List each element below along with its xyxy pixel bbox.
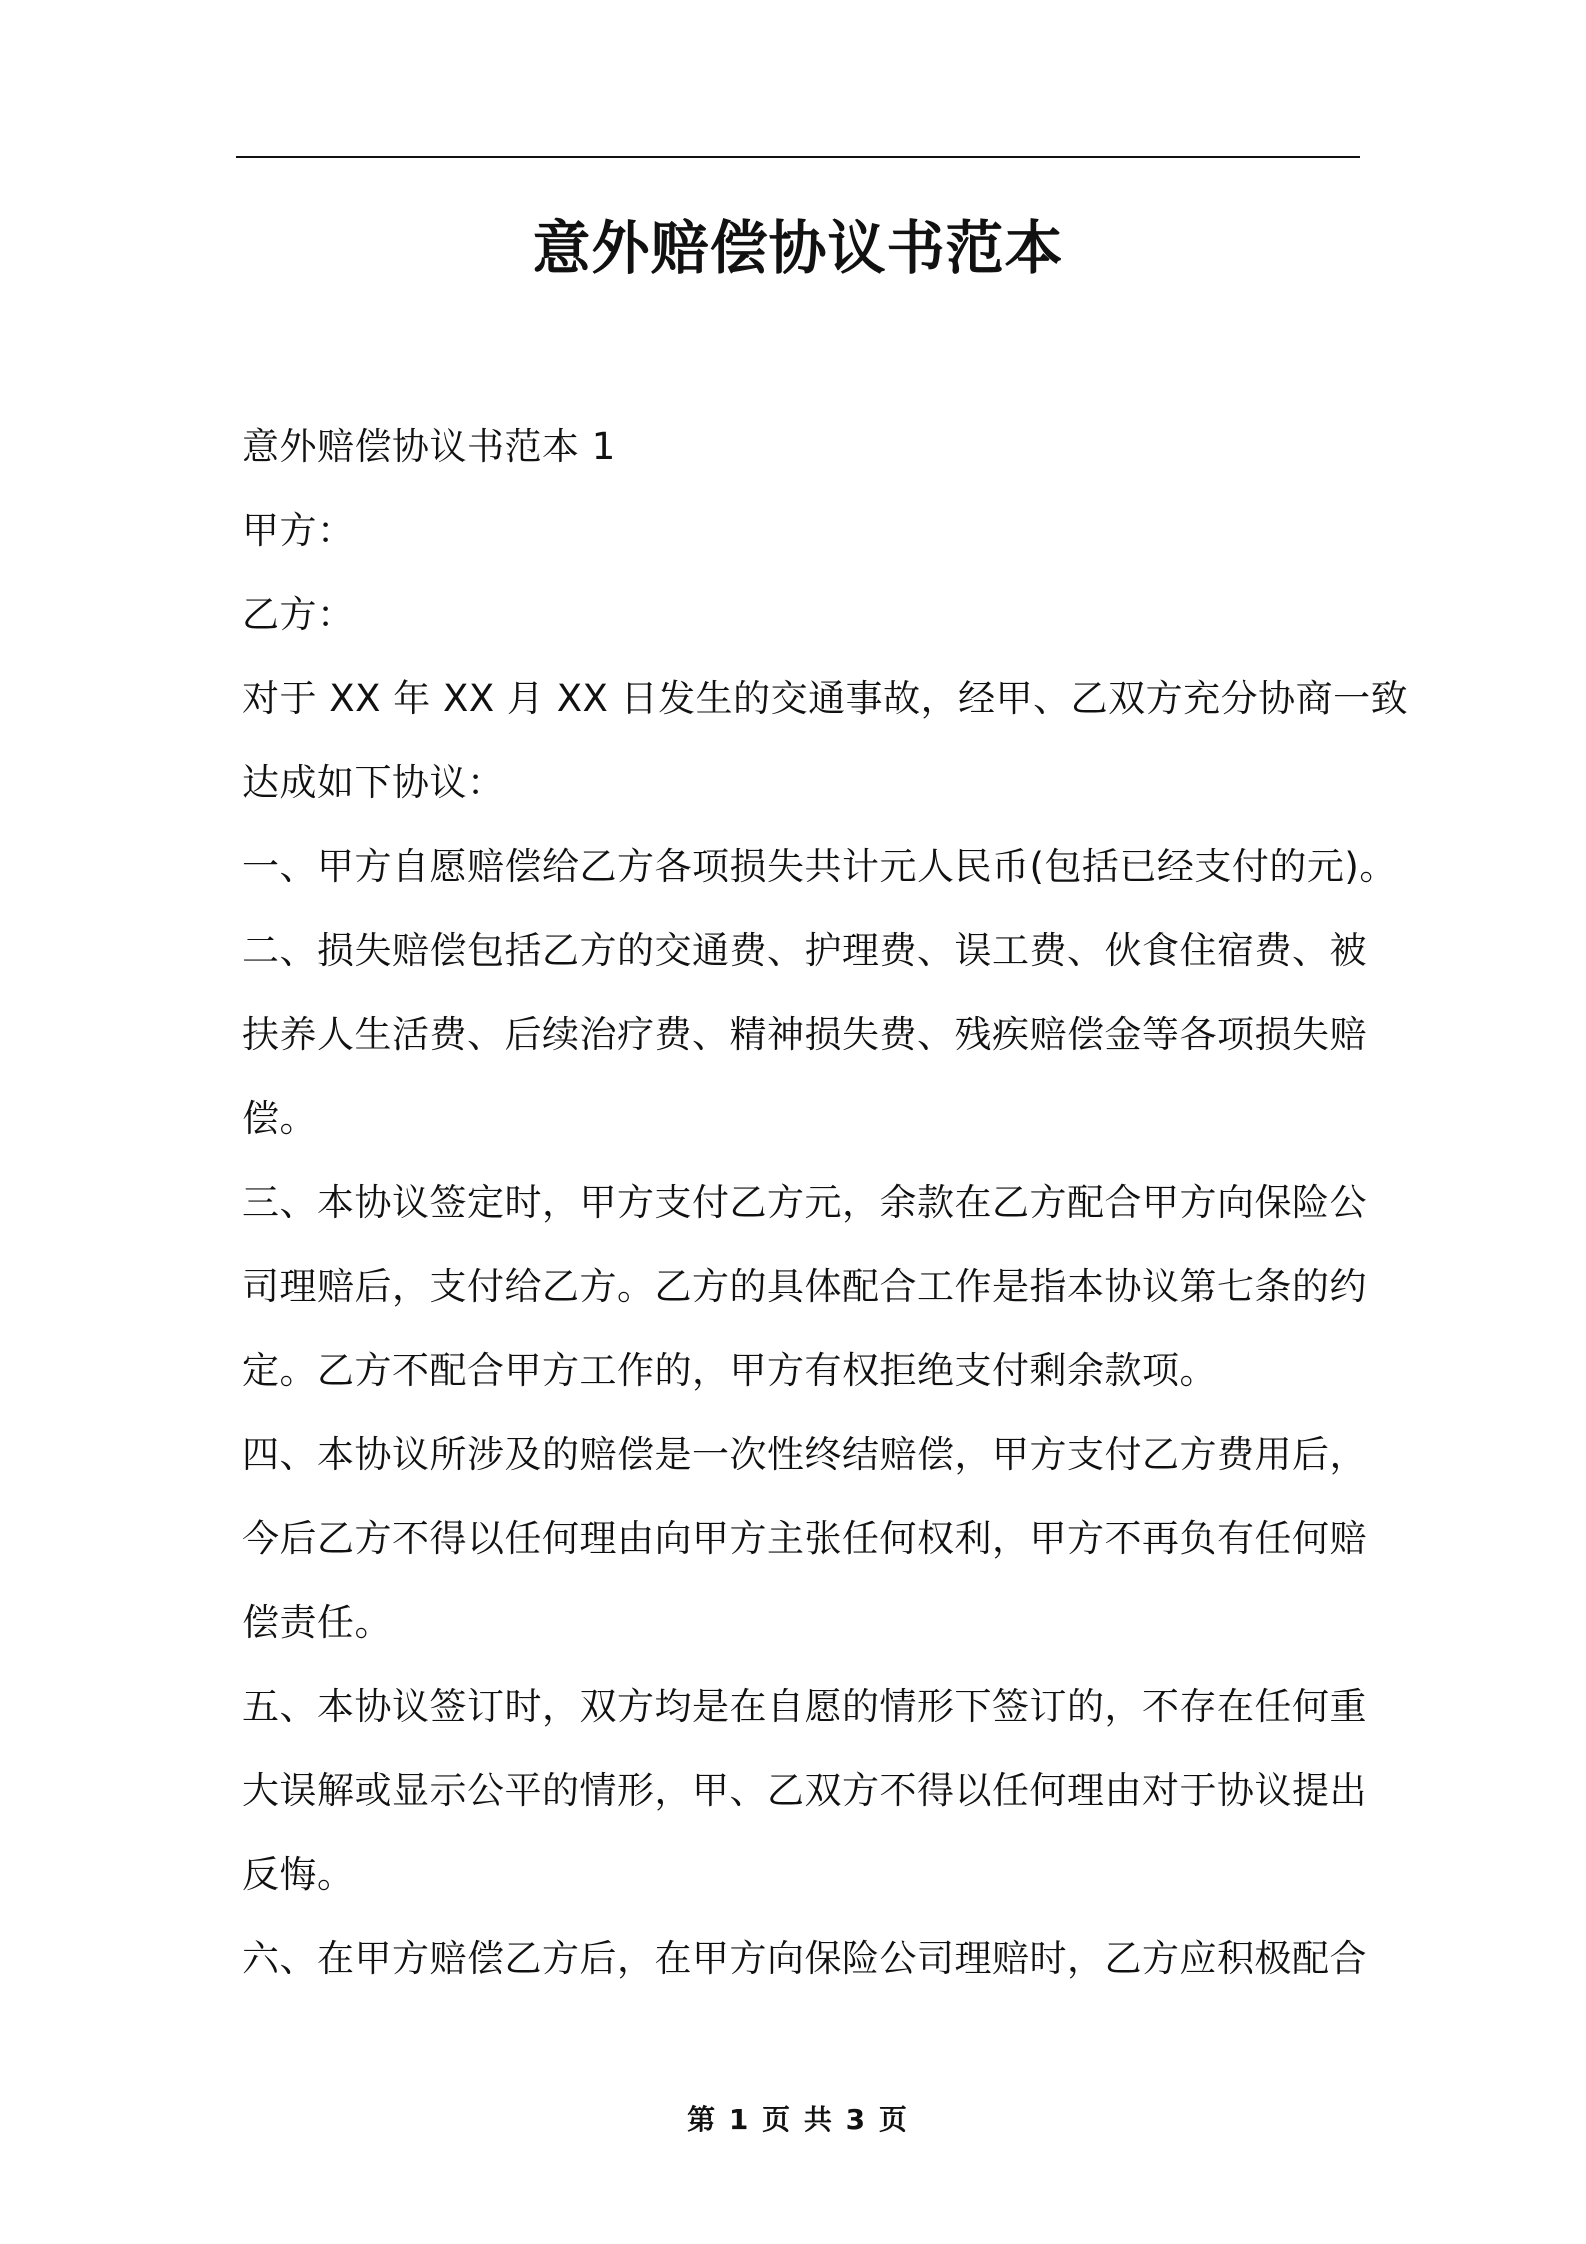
party-b-label: 乙方： <box>242 593 355 636</box>
document-title: 意外赔偿协议书范本 <box>532 214 1064 282</box>
text-line: 偿责任。 <box>242 1601 392 1644</box>
text-line: 反悔。 <box>242 1853 355 1896</box>
text-line: 扶养人生活费、后续治疗费、精神损失费、残疾赔偿金等各项损失赔 <box>242 1013 1367 1056</box>
text-line: 对于 XX 年 XX 月 XX 日发生的交通事故，经甲、乙双方充分协商一致 <box>242 677 1409 720</box>
clause-line: 二、损失赔偿包括乙方的交通费、护理费、误工费、伙食住宿费、被 <box>242 929 1367 972</box>
party-a-label: 甲方： <box>242 509 355 552</box>
text-line: 偿。 <box>242 1097 317 1140</box>
clause-line: 四、本协议所涉及的赔偿是一次性终结赔偿，甲方支付乙方费用后， <box>242 1433 1367 1476</box>
clause-line: 五、本协议签订时，双方均是在自愿的情形下签订的，不存在任何重 <box>242 1685 1367 1728</box>
clause-line: 三、本协议签定时，甲方支付乙方元，余款在乙方配合甲方向保险公 <box>242 1181 1367 1224</box>
header-rule <box>236 156 1360 158</box>
text-line: 达成如下协议： <box>242 761 505 804</box>
text-line: 大误解或显示公平的情形，甲、乙双方不得以任何理由对于协议提出 <box>242 1769 1367 1812</box>
text-line: 司理赔后，支付给乙方。乙方的具体配合工作是指本协议第七条的约 <box>242 1265 1367 1308</box>
clause-line: 六、在甲方赔偿乙方后，在甲方向保险公司理赔时，乙方应积极配合 <box>242 1937 1367 1980</box>
text-line: 定。乙方不配合甲方工作的，甲方有权拒绝支付剩余款项。 <box>242 1349 1217 1392</box>
text-line: 今后乙方不得以任何理由向甲方主张任何权利，甲方不再负有任何赔 <box>242 1517 1367 1560</box>
section-heading: 意外赔偿协议书范本 1 <box>242 425 616 468</box>
clause-line: 一、甲方自愿赔偿给乙方各项损失共计元人民币(包括已经支付的元)。 <box>242 845 1397 888</box>
document-body <box>242 405 1409 2001</box>
page-number: 第 1 页 共 3 页 <box>687 2103 909 2136</box>
